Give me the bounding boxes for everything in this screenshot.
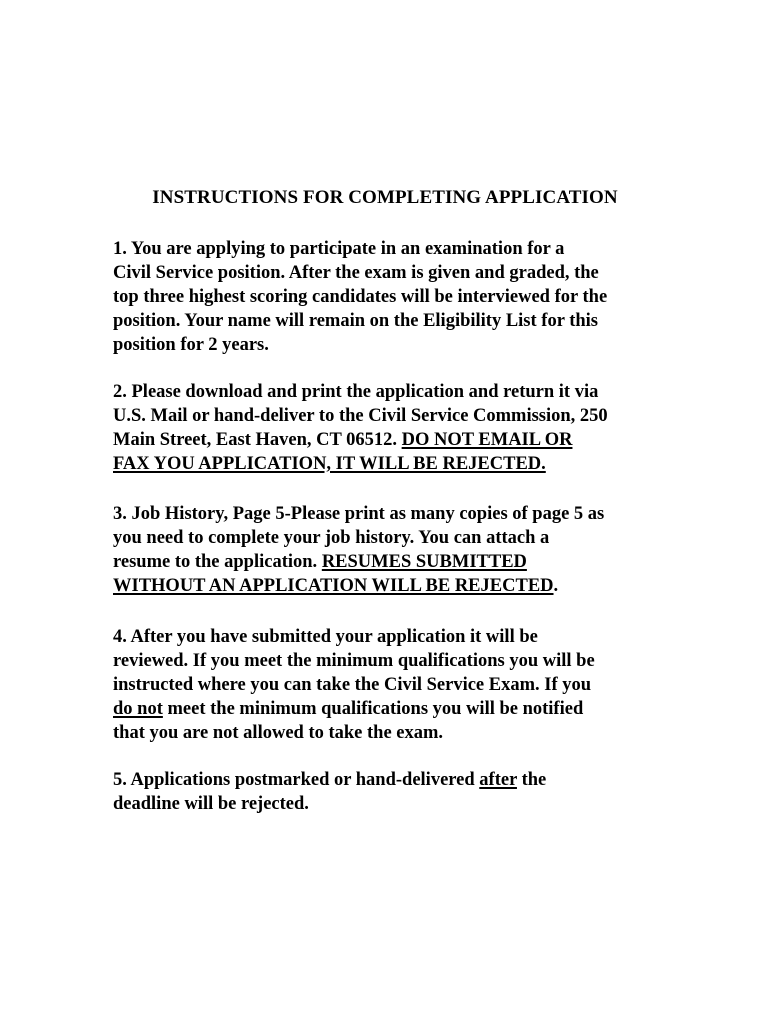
item-1-line-2: Civil Service position. After the exam is given and graded, the	[113, 263, 599, 283]
item-2-line-4	[113, 452, 673, 476]
document-title: INSTRUCTIONS FOR COMPLETING APPLICATION	[152, 187, 618, 208]
item-3-line-2: you need to complete your job history. You can attach a	[113, 528, 550, 548]
item-1-line-3: top three highest scoring candidates will be interviewed for the	[113, 287, 608, 307]
item-4-line-3: instructed where you can take the Civil Service Exam. If you	[113, 675, 592, 695]
item-5-line-1-tail: the	[516, 770, 547, 790]
resume-warning-underlined: RESUMES SUBMITTED	[321, 552, 527, 572]
rejection-warning-underlined: WITHOUT AN APPLICATION WILL BE REJECTED	[113, 576, 554, 596]
instruction-item-1	[113, 237, 673, 357]
item-3-line-3-text: resume to the application.	[113, 552, 322, 572]
item-4-line-4-tail: meet the minimum qualifications you will be notified	[162, 699, 584, 719]
item-3-line-4-tail: .	[553, 576, 559, 596]
item-1-line-1: 1. You are applying to participate in an examination for a	[113, 239, 565, 259]
item-4-line-1: 4. After you have submitted your application it will be	[113, 627, 538, 647]
item-5-line-1-text: 5. Applications postmarked or hand-delivered	[113, 770, 480, 790]
item-1-line-4: position. Your name will remain on the Eligibility List for this	[113, 311, 598, 331]
item-4-line-5: that you are not allowed to take the exam.	[113, 723, 444, 743]
instruction-item-5	[113, 768, 673, 816]
item-2-line-3-text: Main Street, East Haven, CT 06512.	[113, 430, 402, 450]
item-2-line-1: 2. Please download and print the application and return it via	[113, 382, 599, 402]
item-1-line-5: position for 2 years.	[113, 335, 269, 355]
item-4-line-2: reviewed. If you meet the minimum qualifications you will be	[113, 651, 595, 671]
instruction-item-4	[113, 625, 673, 745]
do-not-underlined: do not	[113, 699, 163, 719]
item-3-line-4	[113, 574, 673, 598]
fax-warning-underlined: FAX YOU APPLICATION, IT WILL BE REJECTED.	[113, 454, 546, 474]
instruction-item-3	[113, 502, 673, 598]
instruction-item-2	[113, 380, 673, 476]
item-2-line-3	[113, 428, 673, 452]
after-underlined: after	[479, 770, 517, 790]
item-3-line-1: 3. Job History, Page 5-Please print as many copies of page 5 as	[113, 504, 605, 524]
item-3-line-3	[113, 550, 673, 574]
item-4-line-4	[113, 697, 673, 721]
item-5-line-1	[113, 768, 673, 792]
item-2-line-2: U.S. Mail or hand-deliver to the Civil Service Commission, 250	[113, 406, 608, 426]
item-5-line-2: deadline will be rejected.	[113, 794, 309, 814]
email-warning-underlined: DO NOT EMAIL OR	[401, 430, 573, 450]
